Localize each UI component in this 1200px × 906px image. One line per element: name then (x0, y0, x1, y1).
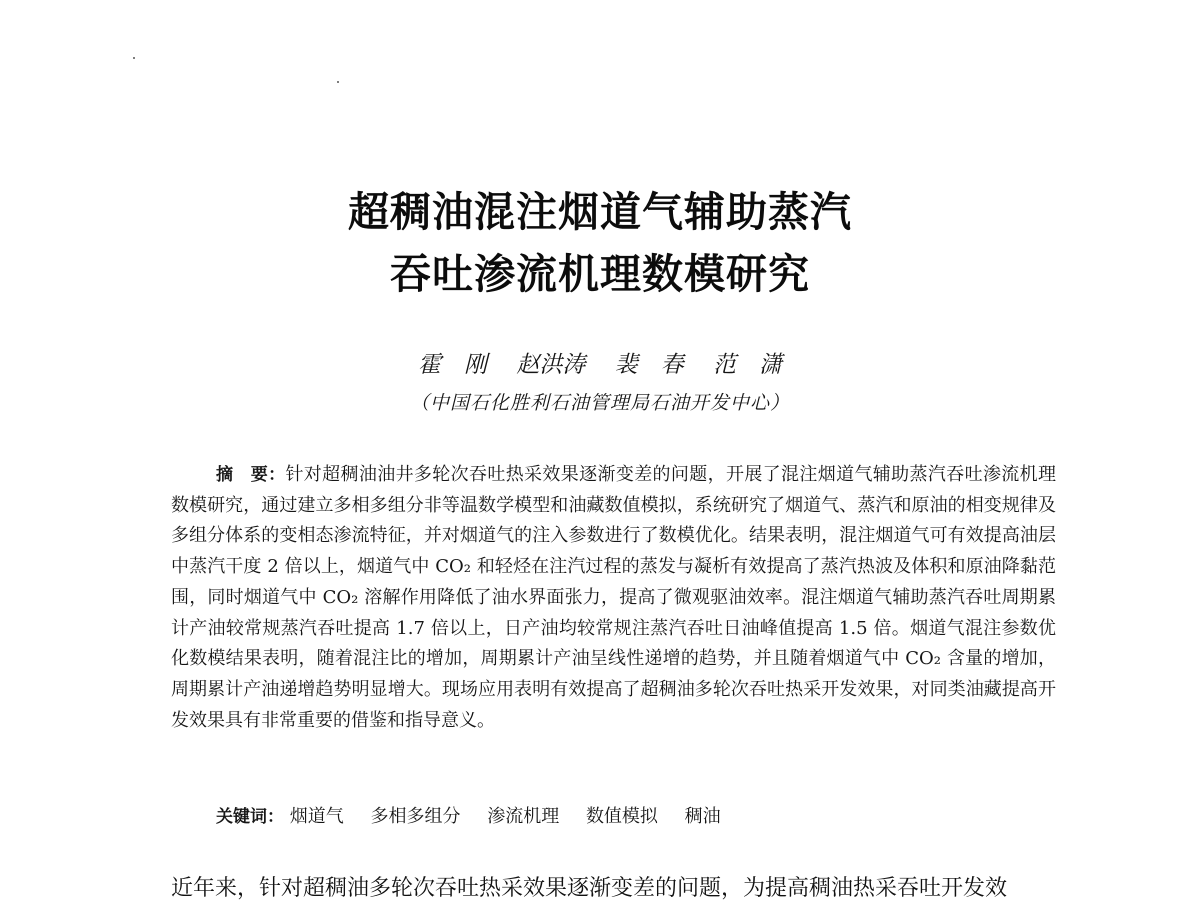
abstract-label: 摘 要： (216, 465, 286, 485)
author-affiliation: （中国石化胜利石油管理局石油开发中心） (409, 392, 790, 414)
author-name: 赵洪涛 (516, 352, 586, 378)
author-name: 裴 春 (614, 352, 684, 378)
keyword: 数值模拟 (585, 806, 658, 827)
body-text-first-line: 近年来，针对超稠油多轮次吞吐热采效果逐渐变差的问题，为提高稠油热采吞吐开发效 (171, 876, 1008, 901)
keyword: 烟道气 (289, 806, 344, 827)
abstract-text: 针对超稠油油井多轮次吞吐热采效果逐渐变差的问题，开展了混注烟道气辅助蒸汽吞吐渗流机理数模研究，通过建立多相多组分非等温数学模型和油藏数值模拟，系统研究了烟道气、蒸汽和原油的相变规律及多组分体系的变相态渗流特征，并对烟道气的注入参数进行了数模优化。结果表明，混注烟道气可有效提高油层中蒸汽干度 2 倍以上，烟道气中 CO₂ 和轻烃在注汽过程的蒸发与凝析有效提高了蒸汽热波及体积和原油降黏范围，同时烟道气中 CO₂ 溶解作用降低了油水界面张力，提高了微观驱油效率。混注烟道气辅助蒸汽吞吐周期累计产油较常规蒸汽吞吐提高 1.7 倍以上，日产油均较常规注蒸汽吞吐日油峰值提高 1.5 倍。烟道气混注参数优化数模结果表明，随着混注比的增加，周期累计产油呈线性递增的趋势，并且随着烟道气中 CO₂ 含量的增加，周期累计产油递增趋势明显增大。现场应用表明有效提高了超稠油多轮次吞吐热采开发效果，对同类油藏提高开发效果具有非常重要的借鉴和指导意义。 (171, 464, 1057, 731)
paper-title-line-2: 吞吐渗流机理数模研究 (390, 250, 810, 298)
author-name: 霍 刚 (418, 352, 488, 378)
keyword: 渗流机理 (487, 806, 560, 827)
keywords-line (216, 802, 742, 832)
keywords-label: 关键词： (216, 807, 284, 827)
scan-speck (133, 57, 135, 59)
paper-title-line-1: 超稠油混注烟道气辅助蒸汽 (348, 188, 852, 236)
author-name: 范 潇 (712, 352, 782, 378)
author-list (0, 354, 1200, 377)
abstract-block (171, 460, 1056, 736)
scan-speck (337, 81, 339, 83)
keyword: 稠油 (684, 806, 721, 827)
keyword: 多相多组分 (370, 806, 461, 827)
